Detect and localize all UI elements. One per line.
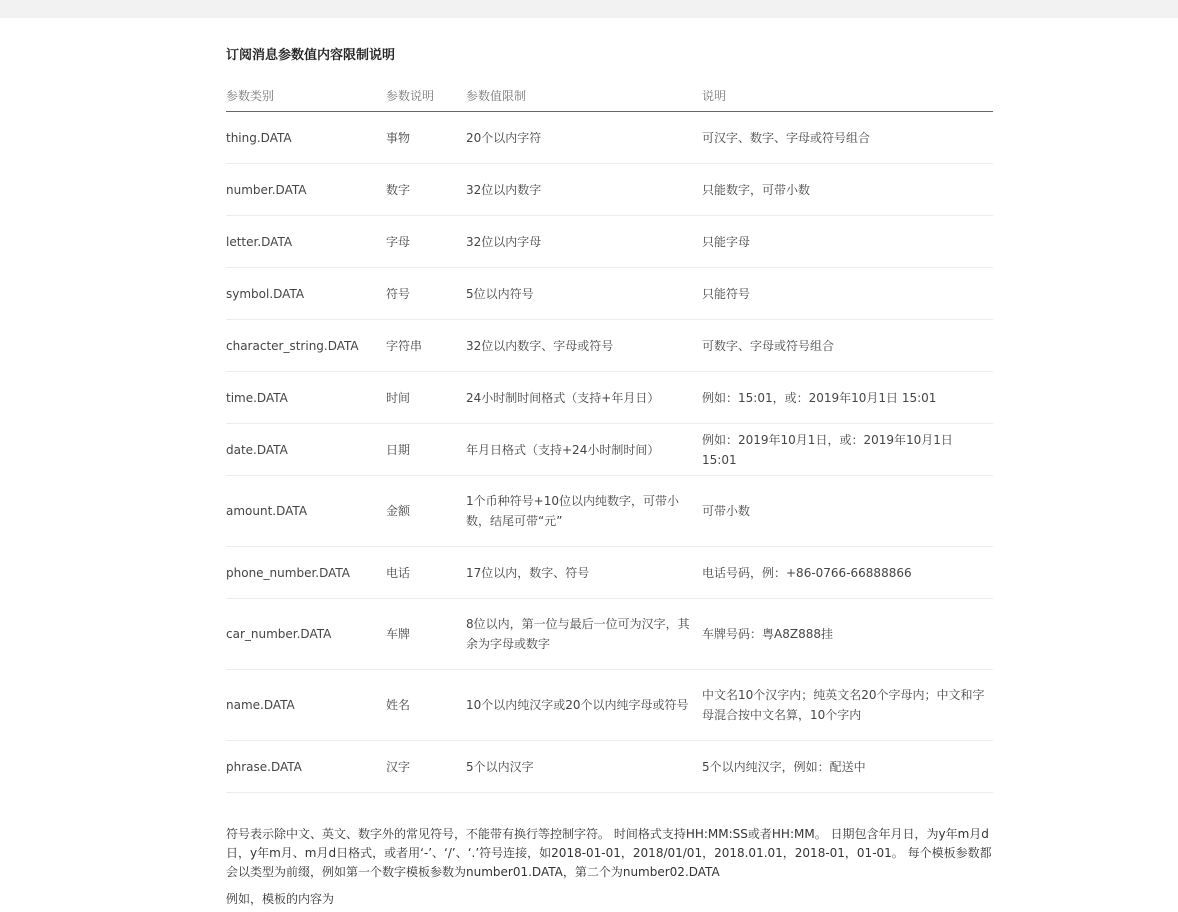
table-row xyxy=(226,670,993,741)
cell-param-type: car_number.DATA xyxy=(226,599,386,670)
table-row xyxy=(226,320,993,372)
cell-param-limit: 32位以内数字 xyxy=(466,164,702,216)
cell-param-limit: 32位以内字母 xyxy=(466,216,702,268)
cell-param-desc: 字母 xyxy=(386,216,466,268)
cell-param-desc: 日期 xyxy=(386,424,466,476)
cell-param-limit: 24小时制时间格式（支持+年月日） xyxy=(466,372,702,424)
cell-param-desc: 时间 xyxy=(386,372,466,424)
table-row xyxy=(226,599,993,670)
cell-param-desc: 汉字 xyxy=(386,741,466,793)
top-bar xyxy=(0,0,1178,18)
cell-remark: 可数字、字母或符号组合 xyxy=(702,320,993,372)
cell-remark: 5个以内纯汉字，例如：配送中 xyxy=(702,741,993,793)
cell-remark: 只能字母 xyxy=(702,216,993,268)
notes-section xyxy=(226,825,993,909)
cell-param-desc: 字符串 xyxy=(386,320,466,372)
table-header-row xyxy=(226,79,993,112)
cell-param-type: number.DATA xyxy=(226,164,386,216)
cell-remark: 电话号码，例：+86-0766-66888866 xyxy=(702,547,993,599)
header-param-type: 参数类别 xyxy=(226,79,386,112)
cell-remark: 例如：15:01，或：2019年10月1日 15:01 xyxy=(702,372,993,424)
cell-remark: 车牌号码：粤A8Z888挂 xyxy=(702,599,993,670)
cell-param-limit: 5位以内符号 xyxy=(466,268,702,320)
cell-param-type: date.DATA xyxy=(226,424,386,476)
table-row xyxy=(226,164,993,216)
cell-param-type: phone_number.DATA xyxy=(226,547,386,599)
table-row xyxy=(226,547,993,599)
cell-param-limit: 年月日格式（支持+24小时制时间） xyxy=(466,424,702,476)
cell-param-limit: 20个以内字符 xyxy=(466,112,702,164)
cell-remark: 例如：2019年10月1日，或：2019年10月1日 15:01 xyxy=(702,424,993,476)
cell-param-type: name.DATA xyxy=(226,670,386,741)
parameter-limits-table xyxy=(226,79,993,793)
table-row xyxy=(226,268,993,320)
cell-param-desc: 车牌 xyxy=(386,599,466,670)
table-row xyxy=(226,372,993,424)
table-row xyxy=(226,741,993,793)
cell-param-type: thing.DATA xyxy=(226,112,386,164)
cell-param-limit: 8位以内，第一位与最后一位可为汉字，其余为字母或数字 xyxy=(466,599,702,670)
table-row xyxy=(226,216,993,268)
cell-param-limit: 1个币种符号+10位以内纯数字，可带小数，结尾可带“元” xyxy=(466,476,702,547)
cell-param-type: time.DATA xyxy=(226,372,386,424)
example-intro: 例如，模板的内容为 xyxy=(226,892,335,906)
cell-param-desc: 电话 xyxy=(386,547,466,599)
section-title: 订阅消息参数值内容限制说明 xyxy=(226,48,396,63)
cell-param-desc: 事物 xyxy=(386,112,466,164)
cell-remark: 只能符号 xyxy=(702,268,993,320)
header-remark: 说明 xyxy=(702,79,993,112)
cell-param-desc: 金额 xyxy=(386,476,466,547)
cell-param-desc: 姓名 xyxy=(386,670,466,741)
header-param-limit: 参数值限制 xyxy=(466,79,702,112)
notes-paragraph: 符号表示除中文、英文、数字外的常见符号，不能带有换行等控制字符。 时间格式支持HH:MM:SS或者HH:MM。 日期包含年月日，为y年m月d日，y年m月、m月d日格式，或者用‘-’、‘/’、‘.’符号连接，如2018-01-01，2018/01/01，2018.01.01，2018-01，01-01。 每个模板参数都会以类型为前缀，例如第一个数字模板参数为number01.DATA，第二个为number02.DATA xyxy=(226,827,992,879)
cell-remark: 可带小数 xyxy=(702,476,993,547)
cell-param-desc: 符号 xyxy=(386,268,466,320)
cell-param-type: phrase.DATA xyxy=(226,741,386,793)
cell-param-desc: 数字 xyxy=(386,164,466,216)
cell-remark: 中文名10个汉字内；纯英文名20个字母内；中文和字母混合按中文名算，10个字内 xyxy=(702,670,993,741)
table-row xyxy=(226,476,993,547)
table-row xyxy=(226,424,993,476)
table-row xyxy=(226,112,993,164)
cell-param-type: amount.DATA xyxy=(226,476,386,547)
cell-remark: 只能数字，可带小数 xyxy=(702,164,993,216)
cell-param-limit: 17位以内，数字、符号 xyxy=(466,547,702,599)
cell-remark: 可汉字、数字、字母或符号组合 xyxy=(702,112,993,164)
cell-param-type: symbol.DATA xyxy=(226,268,386,320)
cell-param-type: letter.DATA xyxy=(226,216,386,268)
cell-param-limit: 32位以内数字、字母或符号 xyxy=(466,320,702,372)
cell-param-limit: 10个以内纯汉字或20个以内纯字母或符号 xyxy=(466,670,702,741)
header-param-desc: 参数说明 xyxy=(386,79,466,112)
cell-param-limit: 5个以内汉字 xyxy=(466,741,702,793)
cell-param-type: character_string.DATA xyxy=(226,320,386,372)
